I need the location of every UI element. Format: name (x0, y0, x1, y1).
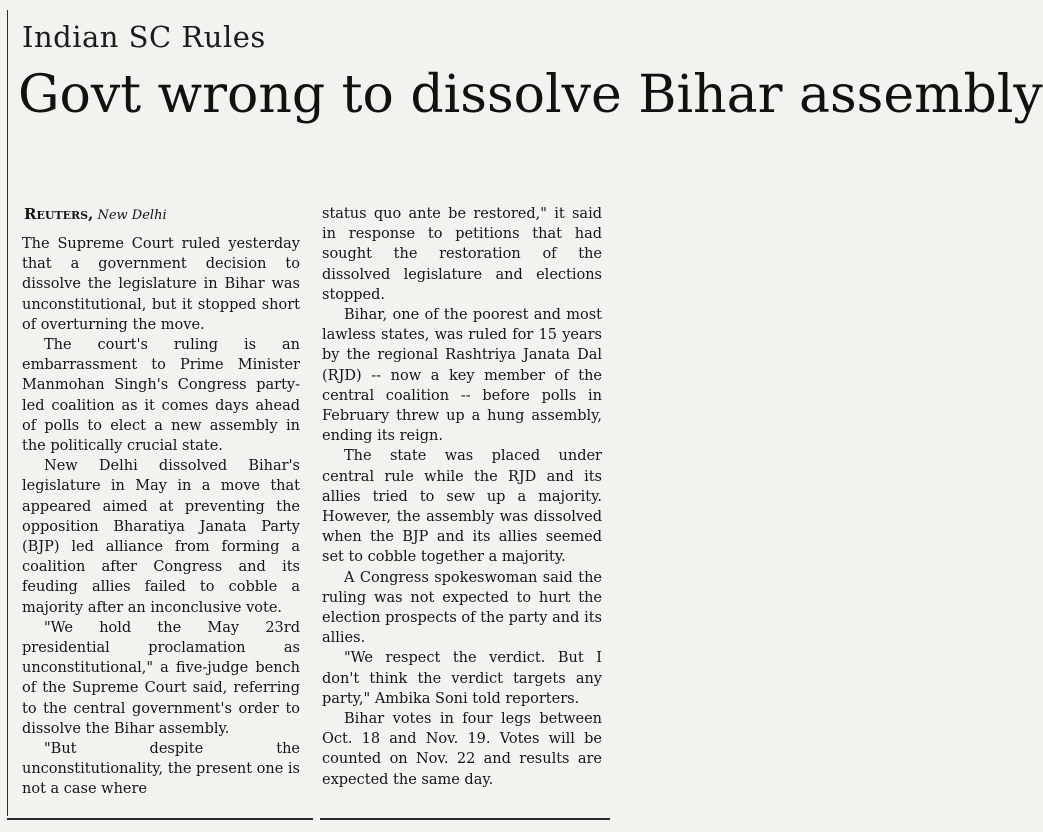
bottom-rule-left (7, 818, 313, 820)
paragraph: Bihar votes in four legs between Oct. 18 and Nov. 19. Votes will be counted on Nov. 22 and results are expected the same day. (322, 711, 602, 788)
paragraph: Bihar, one of the poorest and most lawless states, was ruled for 15 years by the regional Rashtriya Janata Dal (RJD) -- now a key member of the central coalition -- before polls in February threw up a hung assembly, ending its reign. (322, 307, 602, 445)
byline (24, 205, 167, 223)
paragraph: The court's ruling is an embarrassment to Prime Minister Manmohan Singh's Congress party-led coalition as it comes days ahead of polls to elect a new assembly in the politically crucial state. (22, 337, 300, 455)
article-kicker: Indian SC Rules (22, 20, 266, 54)
paragraph: A Congress spokeswoman said the ruling was not expected to hurt the election prospects of the party and its allies. (322, 569, 602, 647)
byline-agency: Reuters, (24, 205, 94, 223)
paragraph: "We respect the verdict. But I don't think the verdict targets any party," Ambika Soni told reporters. (322, 650, 602, 707)
paragraph: "We hold the May 23rd presidential proclamation as unconstitutional," a five-judge bench of the Supreme Court said, referring to the central government's order to dissolve the Bihar assembly. (22, 619, 300, 737)
paragraph: "But despite the unconstitutionality, the present one is not a case where (22, 741, 300, 798)
paragraph: The Supreme Court ruled yesterday that a government decision to dissolve the legislature in Bihar was unconstitutional, but it stopped short of overturning the move. (22, 236, 300, 333)
bottom-rule-right (320, 818, 610, 820)
paragraph: The state was placed under central rule while the RJD and its allies tried to sew up a majority. However, the assembly was dissolved when the BJP and its allies seemed set to cobble together a majority. (322, 448, 602, 566)
article-column-1 (22, 234, 300, 800)
article-column-2 (322, 204, 602, 790)
byline-location: New Delhi (97, 208, 167, 223)
paragraph: status quo ante be restored," it said in response to petitions that had sought the restoration of the dissolved legislature and elections stopped. (322, 206, 602, 303)
article-headline: Govt wrong to dissolve Bihar assembly (18, 65, 1043, 125)
paragraph: New Delhi dissolved Bihar's legislature in May in a move that appeared aimed at preventing the opposition Bharatiya Janata Party (BJP) led alliance from forming a coalition after Congress and its feuding allies failed to cobble a majority after an inconclusive vote. (22, 458, 300, 616)
left-column-rule (7, 10, 8, 816)
